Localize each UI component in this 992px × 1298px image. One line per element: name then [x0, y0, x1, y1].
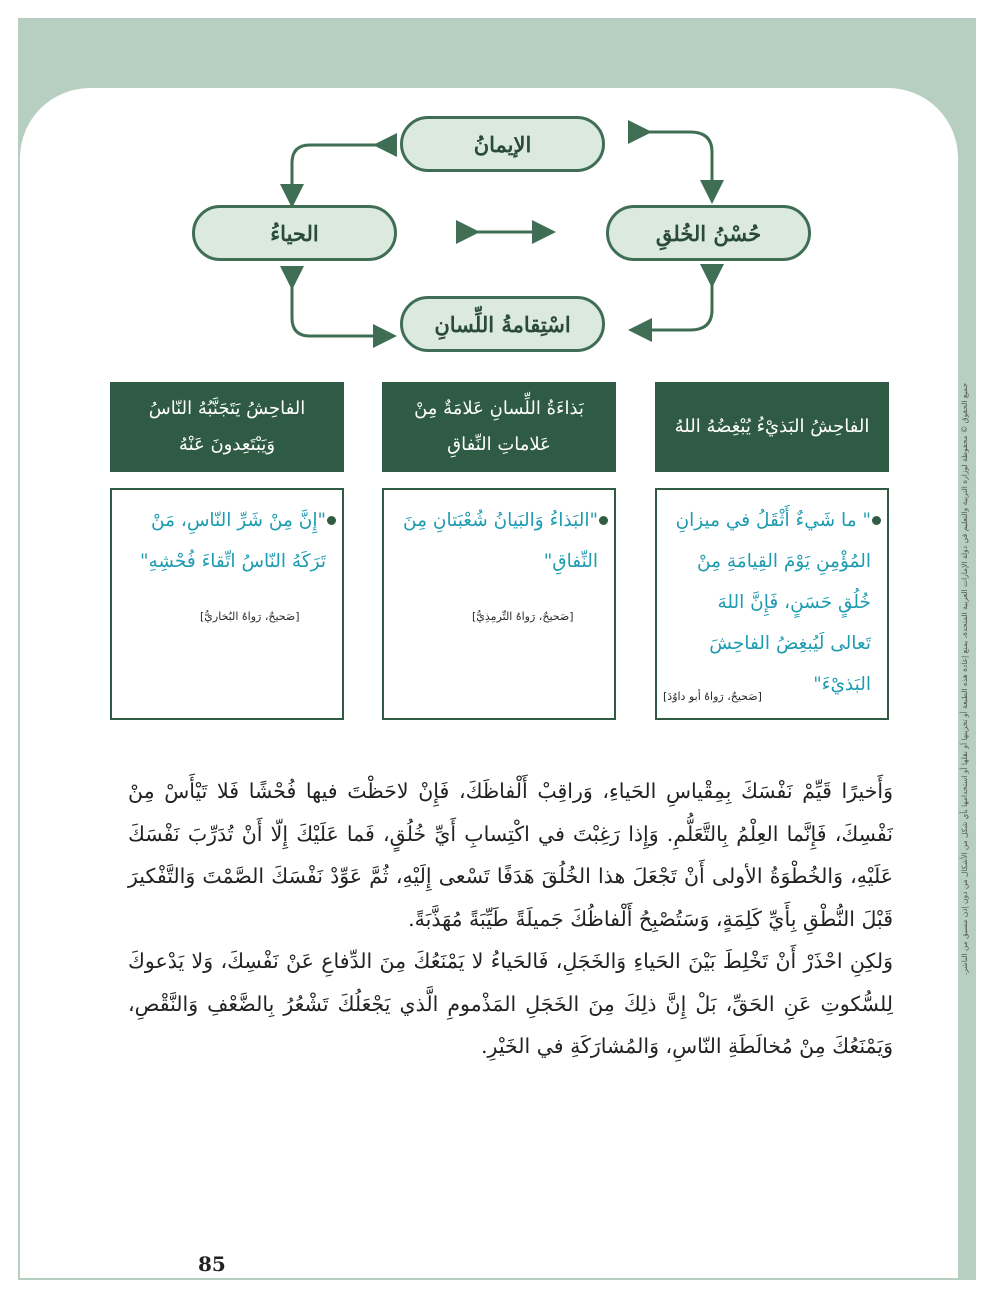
column-1-header: الفاحِشُ البَذيْءُ يُبْغِضُهُ اللهُ: [655, 382, 889, 472]
copyright-notice: جميع الحقوق © محفوظة لوزارة التربية والتعليم في دولة الإمارات العربية المتحدة، يمنع إعادة هذه الطبعة أو تخزينها أو نقلها أو استخدامها بأي شكل من الأشكال من دون إذن مسبق من الناشر.: [960, 382, 969, 976]
node-istiqama: اسْتِقامةُ اللِّسانِ: [400, 296, 605, 352]
hadith-source: [صَحيحٌ، رَواهُ التِّرمِذِيُّ]: [472, 610, 574, 623]
hadith-quote: "إِنَّ مِنْ شَرِّ النّاسِ، مَنْ تَرَكَهُ النّاسُ اتِّقاءَ فُحْشِهِ": [126, 500, 326, 582]
column-3-box: [110, 488, 344, 720]
hadith-quote: "البَذاءُ وَالبَيانُ شُعْبَتانِ مِنَ النِّفاقِ": [398, 500, 598, 582]
bullet-icon: [872, 516, 881, 525]
arrow-top-right: [640, 132, 712, 192]
hadith-source: [صَحيحٌ، رَواهُ أبو داوُدَ]: [663, 690, 762, 703]
arrow-bottom-left: [292, 278, 385, 336]
arrow-top-left: [292, 145, 385, 196]
paragraph: وَأَخيرًا قَيِّمْ نَفْسَكَ بِمِقْياسِ الحَياءِ، وَراقِبْ أَلْفاظَكَ، فَإِنْ لاحَظْتَ فيها فُحْشًا فَلا تَيْأَسْ مِنْ نَفْسِكَ، فَإِنَّما العِلْمُ بِالتَّعَلُّمِ. وَإِذا رَغِبْتَ في اكْتِسابِ أَيِّ خُلُقٍ، فَما عَلَيْكَ إِلّا أَنْ تُدَرِّبَ نَفْسَكَ عَلَيْهِ، وَالخُطْوَةُ الأولى أَنْ تَجْعَلَ هذا الخُلُقَ هَدَفًا تَسْعى إِلَيْهِ، ثُمَّ عَوِّدْ نَفْسَكَ الصَّمْتَ وَالتَّفْكيرَ قَبْلَ النُّطْقِ بِأَيِّ كَلِمَةٍ، وَسَتُصْبِحُ أَلْفاظُكَ جَميلَةً طَيِّبَةً مُهَذَّبَةً.: [128, 779, 893, 931]
hadith-source: [صَحيحٌ، رَواهُ البُخاريُّ]: [200, 610, 300, 623]
node-iman: الإيمانُ: [400, 116, 605, 172]
bullet-icon: [327, 516, 336, 525]
node-haya: الحياءُ: [192, 205, 397, 261]
column-1-box: [655, 488, 889, 720]
column-2-box: [382, 488, 616, 720]
hadith-quote: " ما شَيءٌ أَثْقَلُ في ميزانِ المُؤْمِنِ يَوْمَ القِيامَةِ مِنْ خُلُقٍ حَسَنٍ، فَإِنَّ اللهَ تَعالى لَيُبغِضُ الفاحِشَ البَذيْءَ": [671, 500, 871, 705]
arrow-bottom-right: [640, 276, 712, 330]
bullet-icon: [599, 516, 608, 525]
node-husn-khuluq: حُسْنُ الخُلقِ: [606, 205, 811, 261]
column-2-header: بَذاءَةُ اللِّسانِ عَلامَةٌ مِنْ عَلاماتِ النِّفاقِ: [382, 382, 616, 472]
page-number: 85: [198, 1252, 226, 1276]
body-text: [128, 770, 893, 1068]
paragraph: وَلكِنِ احْذَرْ أَنْ تَخْلِطَ بَيْنَ الحَياءِ وَالخَجَلِ، فَالحَياءُ لا يَمْنَعُكَ مِنَ الدِّفاعِ عَنْ نَفْسِكَ، وَلا يَدْعوكَ لِلسُّكوتِ عَنِ الحَقِّ، بَلْ إِنَّ ذلِكَ مِنَ الخَجَلِ المَذْمومِ الَّذي يَجْعَلُكَ تَشْعُرُ بِالضَّعْفِ وَالنَّقْصِ، وَيَمْنَعُكَ مِنْ مُخالَطَةِ النّاسِ، وَالمُشارَكَةِ في الخَيْرِ.: [128, 949, 893, 1058]
column-3-header: الفاحِشُ يَتَجَنَّبُهُ النّاسُ وَيَبْتَعِدونَ عَنْهُ: [110, 382, 344, 472]
